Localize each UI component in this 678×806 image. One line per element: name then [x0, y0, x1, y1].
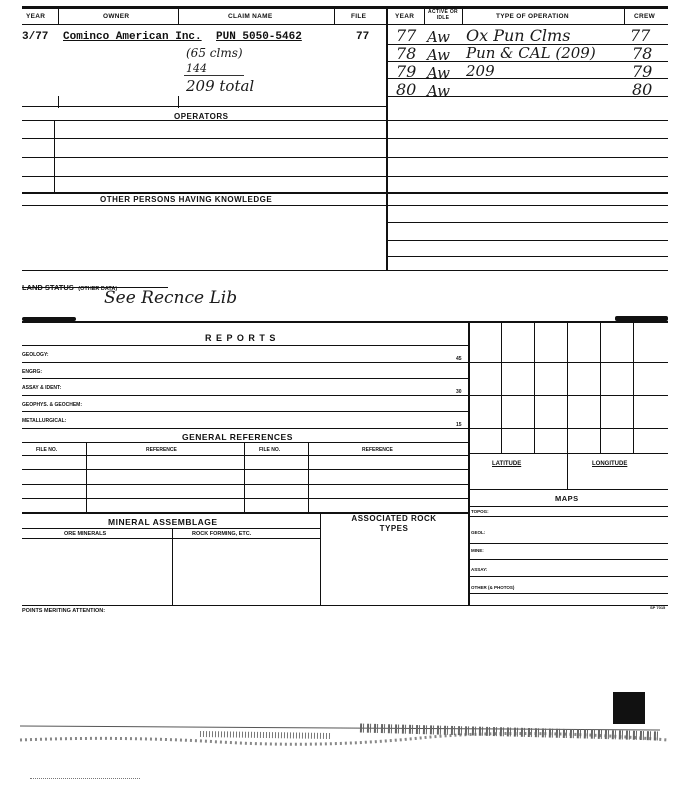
- entry-note-clms: (65 clms): [186, 46, 243, 60]
- report-metallurgical-num: 15: [456, 422, 462, 428]
- col-year-2: YEAR: [395, 13, 415, 20]
- activity-year-78: 78: [396, 44, 417, 63]
- report-assay-num: 30: [456, 389, 462, 395]
- report-metallurgical: METALLURGICAL:: [22, 418, 67, 424]
- entry-owner: Cominco American Inc.: [63, 31, 202, 43]
- other-persons-heading: OTHER PERSONS HAVING KNOWLEDGE: [100, 195, 273, 204]
- land-status-sub: (OTHER DATA): [78, 286, 118, 292]
- col-owner: OWNER: [103, 13, 130, 20]
- entry-note-144: 144: [186, 62, 207, 75]
- activity-status-79: Aw: [427, 64, 450, 82]
- entry-note-total: 209 total: [186, 77, 255, 95]
- land-status-note: See Recnce Lib: [104, 288, 238, 308]
- activity-crew-78: 78: [632, 44, 653, 63]
- report-geology: GEOLOGY:: [22, 352, 49, 358]
- map-topog: TOPOG:: [471, 509, 489, 514]
- form-code: SP 7015: [650, 605, 666, 610]
- col-type-of-operation: TYPE OF OPERATION: [496, 13, 569, 20]
- ref-file-no-2: FILE NO.: [259, 447, 281, 453]
- activity-crew-79: 79: [632, 62, 653, 81]
- points-meriting-attention: POINTS MERITING ATTENTION:: [22, 608, 106, 614]
- entry-year: 3/77: [22, 31, 49, 43]
- report-assay: ASSAY & IDENT:: [22, 385, 62, 391]
- ref-reference: REFERENCE: [146, 447, 177, 453]
- activity-status-77: Aw: [427, 28, 450, 46]
- activity-year-79: 79: [396, 62, 417, 81]
- operators-heading: OPERATORS: [174, 112, 229, 121]
- maps-heading: MAPS: [555, 494, 579, 503]
- latitude-label: LATITUDE: [492, 461, 522, 467]
- scan-speck: [30, 778, 140, 780]
- activity-year-77: 77: [396, 26, 417, 45]
- activity-operation-78: Pun & CAL (209): [466, 44, 596, 62]
- report-engrg: ENGRG:: [22, 369, 42, 375]
- mineral-assemblage-heading: MINERAL ASSEMBLAGE: [108, 517, 218, 527]
- rock-forming-heading: ROCK FORMING, ETC.: [192, 531, 252, 537]
- col-claim-name: CLAIM NAME: [228, 13, 273, 20]
- map-other: OTHER (& PHOTOS): [471, 585, 515, 590]
- entry-claim: PUN 5050-5462: [216, 31, 302, 43]
- scan-noise: [0, 716, 678, 756]
- activity-year-80: 80: [396, 80, 417, 99]
- associated-rock-types-heading: ASSOCIATED ROCK TYPES: [351, 514, 437, 533]
- ref-file-no: FILE NO.: [36, 447, 58, 453]
- map-geol: GEOL:: [471, 530, 486, 535]
- report-geology-num: 45: [456, 356, 462, 362]
- activity-crew-77: 77: [630, 26, 651, 45]
- ore-minerals-heading: ORE MINERALS: [64, 531, 107, 537]
- activity-crew-80: 80: [632, 80, 653, 99]
- longitude-label: LONGITUDE: [592, 461, 628, 467]
- activity-operation-77: Ox Pun Clms: [466, 26, 571, 45]
- activity-operation-79: 209: [466, 62, 495, 80]
- ref-reference-2: REFERENCE: [362, 447, 393, 453]
- reports-heading: R E P O R T S: [205, 333, 277, 343]
- col-file: FILE: [351, 13, 367, 20]
- col-active-idle: ACTIVE OR IDLE: [428, 9, 458, 21]
- activity-status-80: Aw: [427, 82, 450, 100]
- land-status-heading: LAND STATUS: [22, 283, 74, 292]
- col-year: YEAR: [26, 13, 46, 20]
- col-crew: CREW: [634, 13, 656, 20]
- activity-status-78: Aw: [427, 46, 450, 64]
- entry-file: 77: [356, 31, 370, 43]
- map-assay: ASSAY:: [471, 567, 488, 572]
- map-mine: MINE:: [471, 548, 484, 553]
- general-references-heading: GENERAL REFERENCES: [182, 432, 293, 442]
- report-geophys: GEOPHYS. & GEOCHEM:: [22, 402, 83, 408]
